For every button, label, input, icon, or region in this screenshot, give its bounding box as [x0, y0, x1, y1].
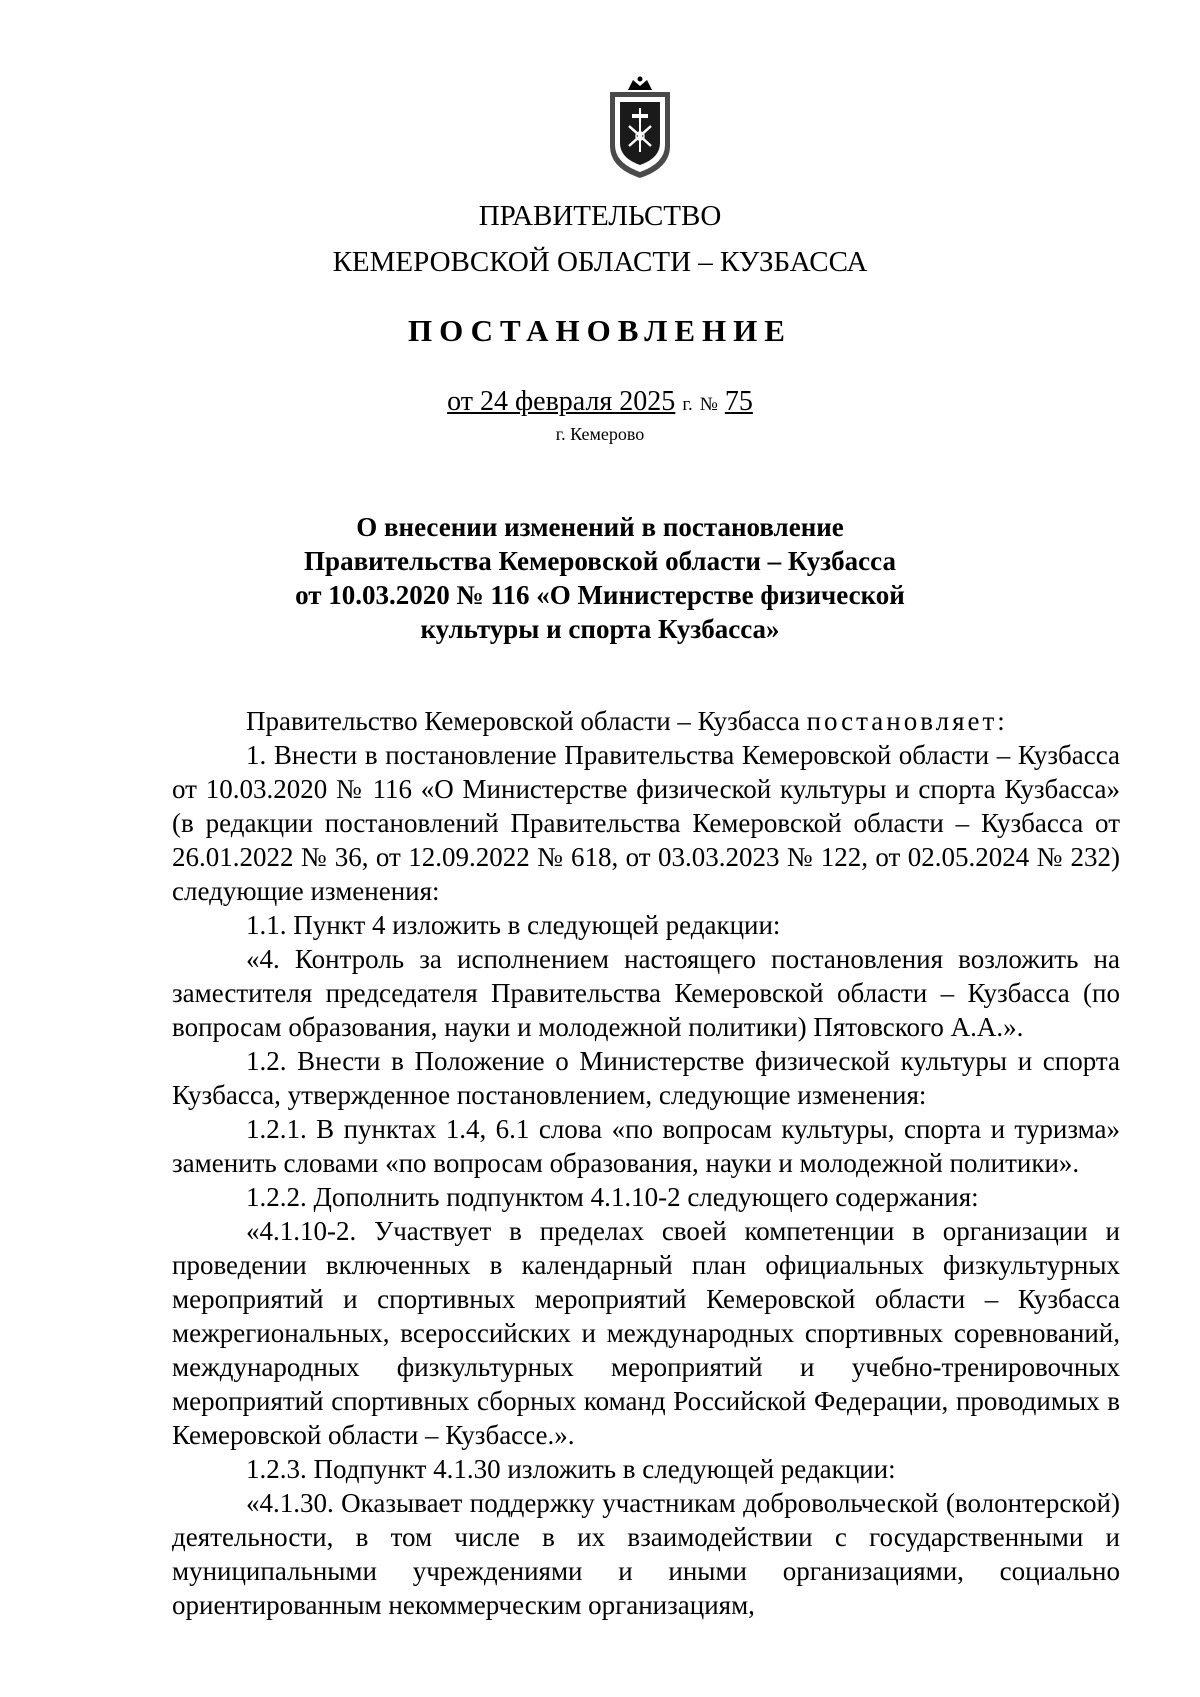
paragraph-1-2-3: 1.2.3. Подпункт 4.1.30 изложить в следующей редакции: [246, 1454, 896, 1484]
intro-lead: Правительство Кемеровской области – Кузбасса [246, 706, 800, 736]
paragraph-1-1: 1.1. Пункт 4 изложить в следующей редакции: [246, 910, 781, 940]
decree-title-line: Правительства Кемеровской области – Кузбасса [304, 546, 896, 576]
decree-title [250, 510, 950, 646]
decree-title-line: О внесении изменений в постановление [356, 512, 844, 542]
document-body [172, 704, 1120, 1622]
paragraph-1-2-3-text: «4.1.30. Оказывает поддержку участникам добровольческой (волонтерской) деятельности, в том числе в их взаимодействии с государственными и муниципальными учреждениями и иными организациями, социально ориентированным некоммерческим организациям, [172, 1488, 1120, 1620]
date-number-line [0, 385, 1200, 422]
decree-title-line: от 10.03.2020 № 116 «О Министерстве физической [295, 580, 905, 610]
decree-title-line: культуры и спорта Кузбасса» [420, 614, 780, 644]
government-name-line-2: КЕМЕРОВСКОЙ ОБЛАСТИ – КУЗБАССА [332, 246, 868, 278]
paragraph-1-2-2: 1.2.2. Дополнить подпунктом 4.1.10-2 следующего содержания: [246, 1182, 979, 1212]
intro-paragraph [172, 704, 1120, 738]
decree-date: от 24 февраля 2025 [447, 386, 676, 417]
paragraph-1-2: 1.2. Внести в Положение о Министерстве физической культуры и спорта Кузбасса, утвержденное постановлением, следующие изменения: [172, 1046, 1120, 1110]
paragraph-1: 1. Внести в постановление Правительства Кемеровской области – Кузбасса от 10.03.2020 № 116 «О Министерстве физической культуры и спорта Кузбасса» (в редакции постановлений Правительства Кемеровской области – Кузбасса от 26.01.2022 № 36, от 12.09.2022 № 618, от 03.03.2023 № 122, от 02.05.2024 № 232) следующие изменения: [172, 740, 1120, 906]
number-sign: № [699, 394, 718, 415]
year-abbreviation: г. [682, 394, 693, 415]
paragraph-1-2-2-text: «4.1.10-2. Участвует в пределах своей компетенции в организации и проведении включенных в календарный план официальных физкультурных мероприятий и спортивных мероприятий Кемеровской области – Кузбасса межрегиональных, всероссийских и международных спортивных соревнований, международных физкультурных мероприятий и учебно-тренировочных мероприятий спортивных сборных команд Российской Федерации, проводимых в Кемеровской области – Кузбассе.». [172, 1216, 1120, 1450]
document-type-heading: ПОСТАНОВЛЕНИЕ [408, 313, 792, 348]
decree-number: 75 [724, 386, 753, 417]
government-name-line-1: ПРАВИТЕЛЬСТВО [478, 200, 722, 232]
coat-of-arms-emblem [602, 76, 678, 180]
intro-verb: постановляет: [806, 706, 1008, 736]
paragraph-1-1-text: «4. Контроль за исполнением настоящего постановления возложить на заместителя председателя Правительства Кемеровской области – Кузбасса (по вопросам образования, науки и молодежной политики) Пятовского А.А.». [172, 944, 1120, 1042]
city-name: г. Кемерово [555, 424, 645, 444]
paragraph-1-2-1: 1.2.1. В пунктах 1.4, 6.1 слова «по вопросам культуры, спорта и туризма» заменить словами «по вопросам образования, науки и молодежной политики». [172, 1114, 1120, 1178]
